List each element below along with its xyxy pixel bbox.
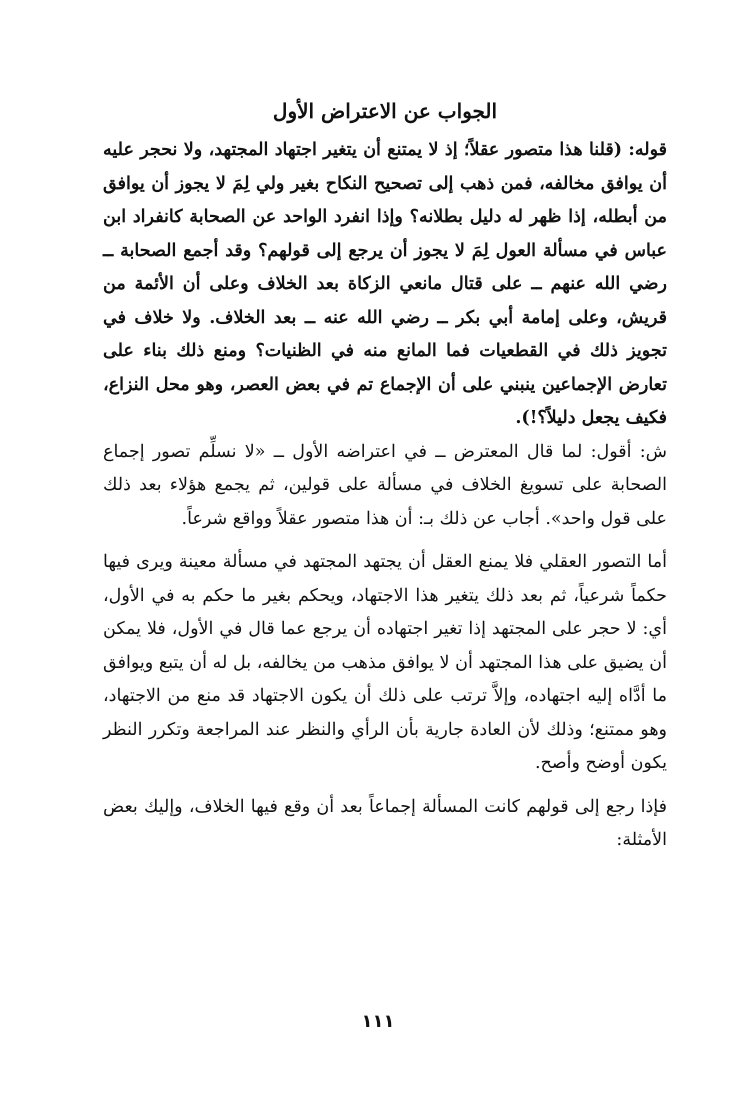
- quoted-paragraph: قوله: (قلنا هذا متصور عقلاً؛ إذ لا يمتنع أن يتغير اجتهاد المجتهد، ولا نحجر عليه أن يوافق مخالفه، فمن ذهب إلى تصحيح النكاح بغير ولي لِمَ لا يجوز أن يوافق من أبطله، إذا ظهر له دليل بطلانه؟ وإذا انفرد الواحد عن الصحابة كانفراد ابن عباس في مسألة العول لِمَ لا يجوز أن يرجع إلى قولهم؟ وقد أجمع الصحابة ــ رضي الله عنهم ــ على قتال مانعي الزكاة بعد الخلاف وعلى أن الأئمة من قريش، وعلى إمامة أبي بكر ــ رضي الله عنه ــ بعد الخلاف. ولا خلاف في تجويز ذلك في القطعيات فما المانع منه في الظنيات؟ ومنع ذلك بناء على تعارض الإجماعين ينبني على أن الإجماع تم في بعض العصر، وهو محل النزاع، فكيف يجعل دليلاً؟!).: [103, 140, 667, 428]
- page-body: [103, 96, 667, 1036]
- page-number: ١١١: [361, 1011, 395, 1032]
- section-heading: الجواب عن الاعتراض الأول: [272, 99, 498, 123]
- body-paragraph: أما التصور العقلي فلا يمنع العقل أن يجتهد المجتهد في مسألة معينة ويرى فيها حكماً شرعياً، ثم بعد ذلك يتغير هذا الاجتهاد، ويحكم بغير ما حكم به في الأول، أي: لا حجر على المجتهد إذا تغير اجتهاده أن يرجع عما قال في الأول، فلا يمكن أن يضيق على هذا المجتهد أن لا يوافق مذهب من يخالفه، بل له أن يتبع ويوافق ما أدَّاه إليه اجتهاده، وإلاَّ ترتب على ذلك أن يكون الاجتهاد قد منع من الاجتهاد، وهو ممتنع؛ وذلك لأن العادة جارية بأن الرأي والنظر عند المراجعة وتكرر النظر يكون أوضح وأصح.: [103, 552, 667, 773]
- closing-paragraph: فإذا رجع إلى قولهم كانت المسألة إجماعاً بعد أن وقع فيها الخلاف، وإليك بعض الأمثلة:: [103, 796, 667, 850]
- commentary-paragraph: ش: أقول: لما قال المعترض ــ في اعتراضه الأول ــ «لا نسلِّم تصور إجماع الصحابة على تسويغ الخلاف في مسألة على قولين، ثم يجمع هؤلاء بعد ذلك على قول واحد». أجاب عن ذلك بـ: أن هذا متصور عقلاً وواقع شرعاً.: [103, 441, 667, 529]
